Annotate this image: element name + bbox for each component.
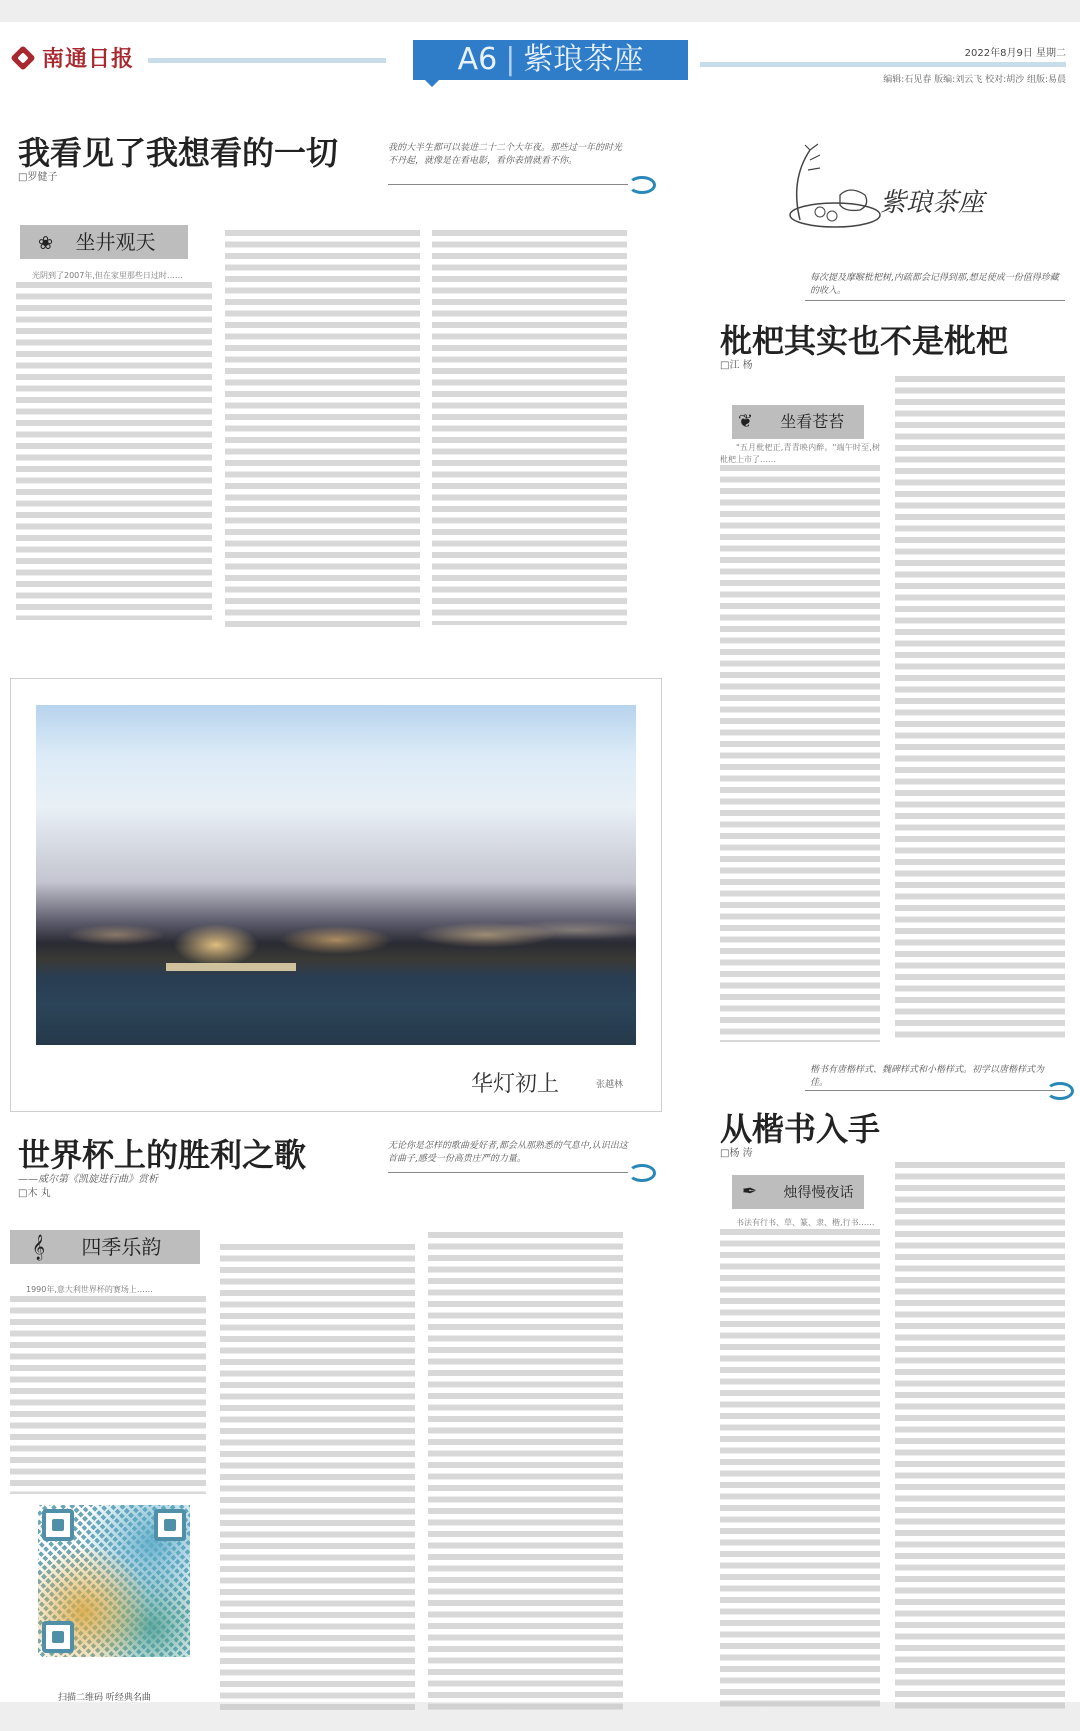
treble-clef-icon: 𝄞 (32, 1235, 46, 1260)
column-deco-title: 紫琅茶座 (880, 188, 985, 218)
logo-text: 南通日报 (42, 46, 135, 72)
section-tab-pointer-icon (425, 80, 439, 87)
article-4-body-text: 书法有行书、草、篆、隶、楷,行书…… (736, 1218, 875, 1227)
text-lines-placeholder (225, 230, 420, 630)
text-lines-placeholder (895, 376, 1065, 1041)
article-1-headline[interactable]: 我看见了我想看的一切 (18, 134, 339, 172)
section-name: 紫琅茶座 (523, 42, 644, 77)
text-lines-placeholder (220, 1244, 415, 1714)
article-2-body-col-2 (895, 376, 1065, 1041)
section-tab: A6 | 紫琅茶座 (413, 40, 688, 80)
article-1-byline: □罗健子 (18, 172, 58, 183)
column-label-text: 坐井观天 (75, 230, 156, 254)
swirl-ornament-icon (628, 176, 656, 194)
article-4-body-col-1 (720, 1217, 880, 1712)
text-lines-placeholder (428, 1232, 623, 1714)
swirl-ornament-icon (628, 1164, 656, 1182)
article-3-intro: 无论你是怎样的歌曲爱好者,都会从那熟悉的气息中,认识出这首曲子,感受一份高贵庄严的力量。 (388, 1141, 628, 1164)
article-3-byline: □木 丸 (18, 1188, 51, 1199)
article-1-body-text: 光阴到了2007年,但在家里那些日过时…… (32, 271, 183, 280)
photo-frame (10, 678, 662, 1112)
article-2-byline: □江 杨 (720, 360, 753, 371)
article-3-headline[interactable]: 世界杯上的胜利之歌 (18, 1136, 307, 1174)
article-4-body-col-2 (895, 1162, 1065, 1712)
article-2-headline[interactable]: 枇杷其实也不是枇杷 (720, 322, 1009, 360)
article-4-headline[interactable]: 从楷书入手 (720, 1110, 881, 1148)
editor-credits: 编辑:石见春 版编:刘云飞 校对:胡沙 组版:易晨 (883, 75, 1066, 85)
text-lines-placeholder (895, 1162, 1065, 1712)
article-4-intro-rule (805, 1090, 1065, 1091)
column-label-text: 坐看苍苔 (780, 412, 845, 431)
article-2-intro-rule (805, 300, 1065, 301)
article-3-intro-rule (388, 1172, 628, 1173)
text-lines-placeholder (720, 1229, 880, 1713)
newspaper-page (0, 22, 1080, 1702)
swirl-ornament-icon (1046, 1082, 1074, 1100)
column-label-sijiyueyun (10, 1230, 200, 1264)
article-1-body-col-1 (16, 270, 212, 620)
text-lines-placeholder (720, 465, 880, 1042)
article-4-intro: 楷书有唐楷样式、魏碑样式和小楷样式。初学以唐楷样式为佳。 (810, 1065, 1045, 1088)
article-1-body-col-3 (432, 230, 627, 625)
photo-caption: 华灯初上 (471, 1072, 560, 1097)
masthead-rule-left (148, 58, 386, 63)
article-3-body-col-2 (220, 1244, 415, 1714)
column-label-text: 烛得慢夜话 (783, 1185, 854, 1201)
column-label-zhudemanyehua (732, 1175, 864, 1209)
qr-caption: 扫描二维码 听经典名曲 (58, 1693, 151, 1703)
qr-finder-icon (154, 1509, 186, 1541)
qr-finder-icon (42, 1509, 74, 1541)
section-code: A6 (457, 42, 498, 77)
text-lines-placeholder (10, 1296, 206, 1495)
article-2-body-text: "五月枇杷正,青青映内醉。"端午时至,树枇杷上市了…… (720, 443, 880, 464)
logo-diamond-icon (10, 45, 35, 70)
moss-rock-icon: ❦ (738, 411, 754, 432)
writing-brush-icon: ✒ (742, 1181, 758, 1202)
text-lines-placeholder (432, 230, 627, 625)
column-label-text: 四季乐韵 (81, 1235, 162, 1259)
column-label-zuokancangtai (732, 405, 864, 439)
newspaper-logo (14, 42, 134, 73)
article-1-body-col-2 (225, 230, 420, 630)
article-3-body-text: 1990年,意大利世界杯的赛场上…… (26, 1285, 153, 1294)
pier-lights (166, 963, 296, 971)
text-lines-placeholder (16, 282, 212, 621)
city-lights (36, 905, 636, 975)
night-city-photo[interactable] (36, 705, 636, 1045)
masthead-rule-right (700, 62, 1066, 67)
article-2-body-col-1 (720, 442, 880, 1042)
article-1-intro-rule (388, 184, 628, 185)
article-3-subtitle: ——威尔第《凯旋进行曲》赏析 (18, 1174, 158, 1185)
lotus-icon: ❀ (38, 233, 54, 254)
qr-finder-icon (42, 1621, 74, 1653)
article-3-body-col-3 (428, 1232, 623, 1714)
article-2-intro: 每次提及摩睺枇杷树,内疏都会记得到那,想足使成一份值得珍藏的收入。 (810, 273, 1059, 296)
photo-credit: 张越林 (596, 1080, 624, 1090)
article-1-intro: 我的大半生都可以装进二十二个大年夜。那些过一年的时光不丹起，就像是在看电影，看你表情就看不你。 (388, 143, 623, 166)
column-label-zuojingguantian (20, 225, 188, 259)
article-3-body-col-1 (10, 1284, 206, 1494)
article-4-byline: □杨 涛 (720, 1148, 753, 1159)
issue-date: 2022年8月9日 星期二 (964, 48, 1066, 59)
qr-code[interactable] (38, 1505, 190, 1657)
